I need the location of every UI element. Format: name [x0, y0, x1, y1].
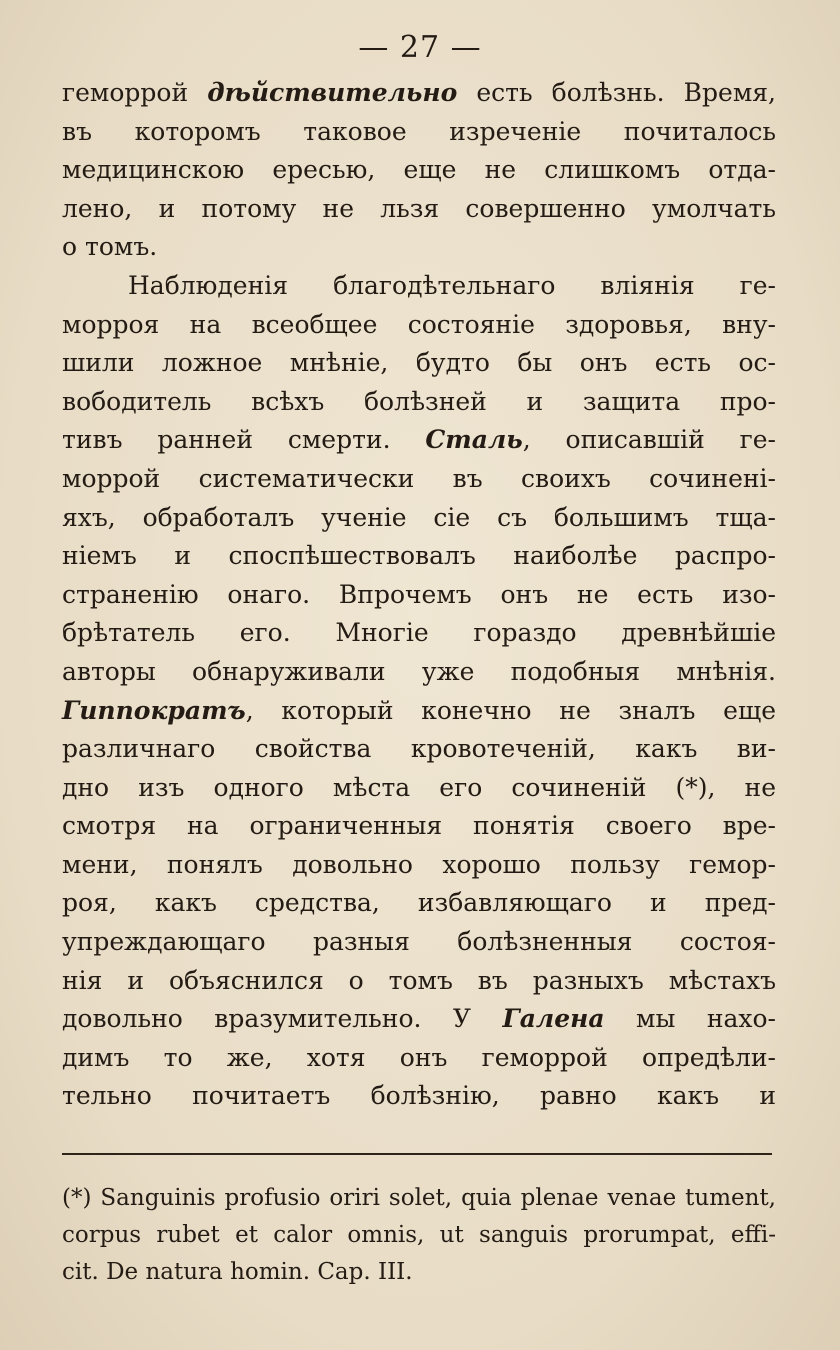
text-line: лено, и потому не льзя совершенно умолчать [62, 193, 776, 223]
text-line: довольно вразумительно. У Галена мы нахо- [62, 1004, 777, 1034]
text-line: различнаго свойства кровотеченій, какъ ви- [62, 734, 776, 764]
text-line: страненію онаго. Впрочемъ онъ не есть изо- [62, 579, 776, 609]
text-line: морроя на всеобщее состояніе здоровья, вну- [62, 309, 776, 339]
text-line: Наблюденія благодѣтельнаго вліянія ге- [128, 270, 776, 300]
text-line: яхъ, обработалъ ученіе сіе съ большимъ тща- [62, 502, 776, 532]
text-line: ніемъ и споспѣшествовалъ наиболѣе распро- [62, 541, 776, 571]
emphasized-name: Гиппократъ [62, 695, 246, 725]
text-line: брѣтатель его. Многіе гораздо древнѣйшіе [62, 618, 776, 648]
footnote-divider [62, 1153, 772, 1155]
page-number: — 27 — [358, 30, 482, 65]
main-text [62, 74, 776, 1116]
text-line: нія и объяснился о томъ въ разныхъ мѣстахъ [62, 965, 776, 995]
text-line: дно изъ одного мѣста его сочиненій (*), не [62, 772, 776, 802]
text-line: геморрой дѣйствительно есть болѣзнь. Время, [62, 78, 777, 107]
emphasized-name: Галена [502, 1004, 605, 1034]
footnote-line: corpus rubet et calor omnis, ut sanguis prorumpat, effi- [62, 1222, 776, 1248]
text-line: авторы обнаруживали уже подобныя мнѣнія. [62, 656, 776, 686]
text-line: мени, понялъ довольно хорошо пользу гемор- [62, 849, 776, 879]
text-line: димъ то же, хотя онъ геморрой опредѣли- [62, 1042, 776, 1072]
text-line: тивъ ранней смерти. Сталь, описавшій ге- [62, 425, 776, 455]
footnote [62, 1180, 776, 1291]
emphasized-name: Сталь [425, 425, 523, 455]
text-line: смотря на ограниченныя понятія своего вре- [62, 811, 776, 841]
text-line: медицинскою ересью, еще не слишкомъ отда- [62, 155, 776, 185]
text-line: вободитель всѣхъ болѣзней и защита про- [62, 386, 776, 416]
emphasized-name: дѣйствительно [207, 78, 458, 107]
text-line: роя, какъ средства, избавляющаго и пред- [62, 888, 776, 918]
text-line: моррой систематически въ своихъ сочинені- [62, 463, 776, 493]
text-line: о томъ. [62, 232, 158, 262]
text-line: въ которомъ таковое изреченіе почиталось [62, 116, 776, 146]
text-line: Гиппократъ, который конечно не зналъ еще [62, 695, 776, 725]
footnote-line: cit. De natura homin. Cap. III. [62, 1259, 413, 1285]
footnote-line: (*) Sanguinis profusio oriri solet, quia plenae venae tument, [62, 1185, 776, 1211]
text-line: шили ложное мнѣніе, будто бы онъ есть ос- [62, 348, 776, 378]
text-line: упреждающаго разныя болѣзненныя состоя- [62, 927, 776, 957]
text-line: тельно почитаетъ болѣзнію, равно какъ и [62, 1081, 776, 1111]
